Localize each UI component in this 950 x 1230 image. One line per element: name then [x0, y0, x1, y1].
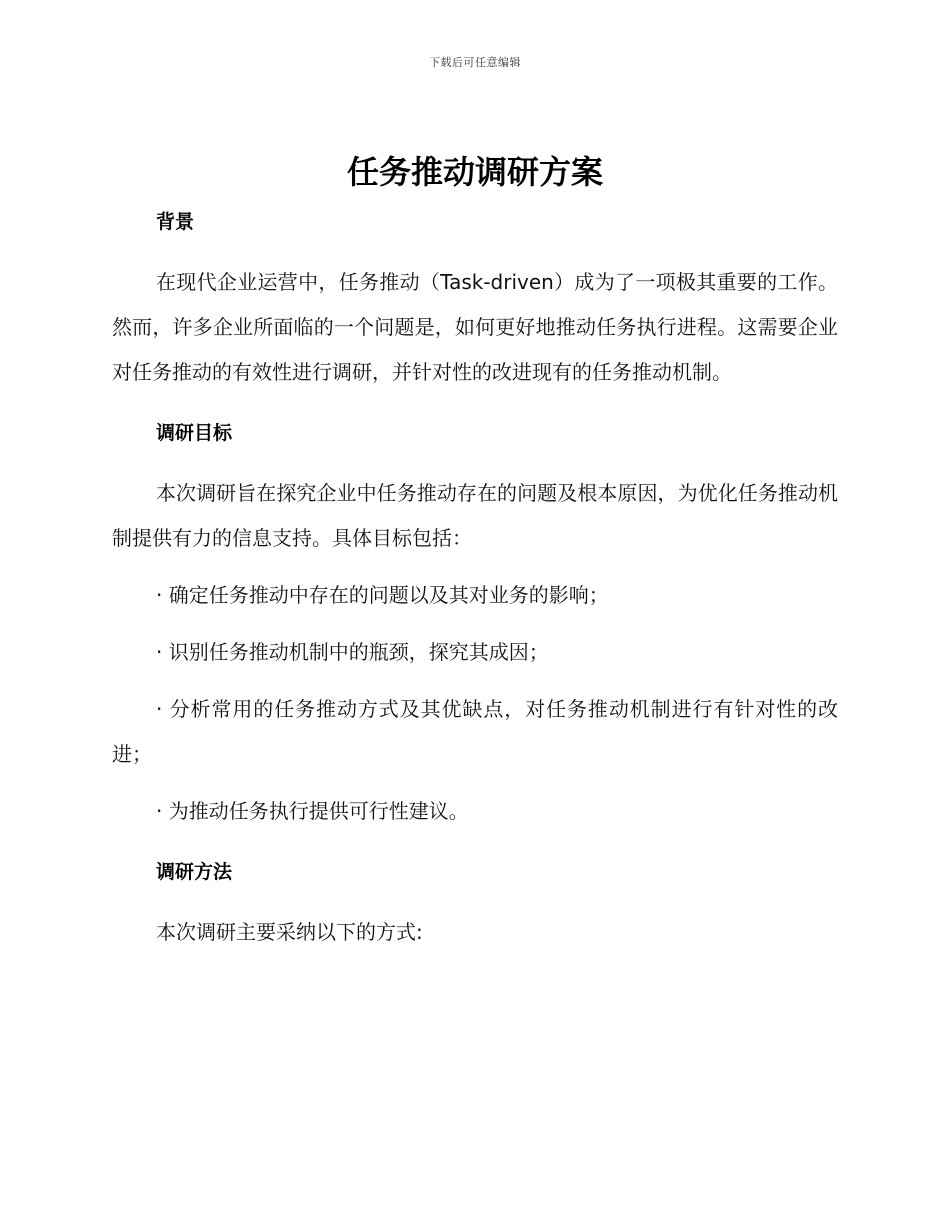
- section-heading-background: 背景: [156, 211, 195, 233]
- background-paragraph: 在现代企业运营中，任务推动（Task-driven）成为了一项极其重要的工作。然而，许多企业所面临的一个问题是，如何更好地推动任务执行进程。这需要企业对任务推动的有效性进行调研，并针对性的改进现有的任务推动机制。: [112, 270, 838, 384]
- section-heading-methods: 调研方法: [156, 861, 233, 883]
- goal-bullet-1: · 确定任务推动中存在的问题以及其对业务的影响；: [156, 583, 609, 607]
- goals-paragraph: 本次调研旨在探究企业中任务推动存在的问题及根本原因，为优化任务推动机制提供有力的信息支持。具体目标包括：: [112, 481, 838, 550]
- goal-bullet-4: · 为推动任务执行提供可行性建议。: [156, 799, 469, 823]
- document-body: [112, 204, 838, 955]
- methods-paragraph: 本次调研主要采纳以下的方式:: [156, 920, 423, 944]
- goal-bullet-3: · 分析常用的任务推动方式及其优缺点，对任务推动机制进行有针对性的改进；: [112, 697, 838, 766]
- document-title: 任务推动调研方案: [346, 153, 603, 191]
- goal-bullet-2: · 识别任务推动机制中的瓶颈，探究其成因；: [156, 640, 549, 664]
- header-note: 下载后可任意编辑: [429, 56, 521, 69]
- section-heading-goals: 调研目标: [156, 422, 233, 444]
